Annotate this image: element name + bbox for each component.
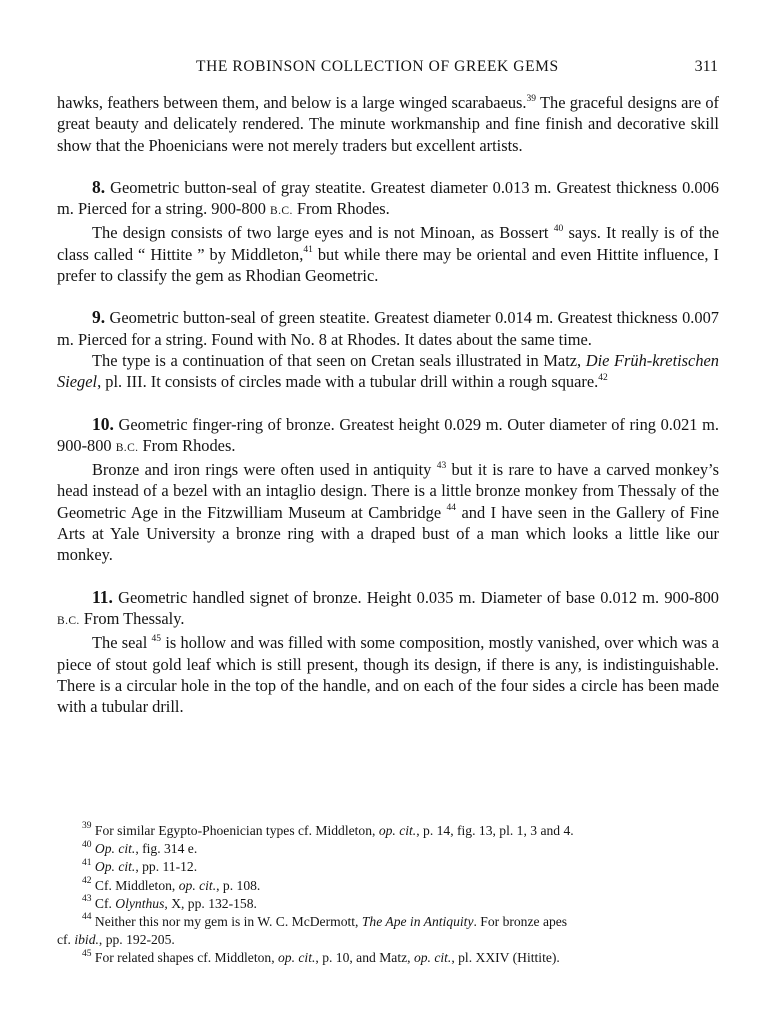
entry-8-description bbox=[57, 222, 719, 286]
text-run: , p. 10, and Matz, bbox=[315, 950, 414, 966]
entry-number: 10. bbox=[92, 413, 114, 434]
text-run: says. It really is of the class called “ Hittite ” by Middleton, bbox=[57, 223, 719, 264]
text-run: Geometric finger-ring of bronze. Greatest height 0.029 m. Outer diameter of ring 0.021 m. 900-800 bbox=[57, 414, 719, 455]
footnote-number: 44 bbox=[82, 912, 92, 923]
text-run: Die Früh-kretischen Siegel bbox=[57, 350, 719, 392]
text-run: Geometric button-seal of gray steatite. Greatest diameter 0.013 m. Greatest thickness 0.006 m. Pierced for a string. 900-800 bbox=[57, 177, 719, 219]
text-run: For similar Egypto-Phoenician types cf. Middleton, bbox=[91, 823, 379, 838]
text-run: , X, pp. 132-158. bbox=[164, 895, 257, 911]
text-run: Geometric handled signet of bronze. Height 0.035 m. Diameter of base 0.012 m. 900-800 bbox=[112, 587, 719, 607]
footnote-44-continued bbox=[57, 931, 719, 949]
text-run: From Thessaly. bbox=[79, 608, 185, 628]
footnote-ref: 43 bbox=[436, 460, 447, 471]
text-run: The type is a continuation of that seen on Cretan seals illustrated in Matz, bbox=[92, 350, 586, 370]
page-number: 311 bbox=[694, 58, 718, 75]
text-run: ibid. bbox=[74, 932, 99, 948]
text-run: Op. cit. bbox=[94, 841, 136, 857]
footnote-39 bbox=[57, 822, 719, 840]
text-run: , pp. 192-205. bbox=[98, 932, 175, 948]
text-run: The graceful designs are of great beauty and delicately rendered. The minute workmanship and fine finish and decorative skill show that the Phoenicians were not merely traders but excellent artists. bbox=[57, 93, 719, 155]
text-run: . For bronze apes bbox=[473, 914, 568, 930]
footnote-40 bbox=[57, 840, 719, 858]
text-run: Neither this nor my gem is in W. C. McDermott, bbox=[91, 914, 362, 930]
text-run: , pl. III. It consists of circles made with a tubular drill within a rough square. bbox=[97, 372, 599, 392]
footnotes bbox=[57, 822, 719, 968]
text-run: Olynthus bbox=[115, 895, 165, 911]
footnote-number: 40 bbox=[82, 839, 92, 850]
footnote-42 bbox=[57, 877, 719, 895]
text-run: Bronze and iron rings were often used in antiquity bbox=[92, 460, 437, 480]
footnote-number: 43 bbox=[82, 894, 92, 905]
text-run: Geometric button-seal of green steatite. Greatest diameter 0.014 m. Greatest thickness 0.007 m. Pierced for a string. Found with No. 8 at Rhodes. It dates about the same time. bbox=[57, 308, 719, 349]
entry-11-description bbox=[57, 632, 719, 717]
text-run: From Rhodes. bbox=[138, 435, 236, 455]
footnote-number: 42 bbox=[82, 876, 92, 887]
text-run: , p. 14, fig. 13, pl. 1, 3 and 4. bbox=[416, 823, 574, 838]
text-run: From Rhodes. bbox=[292, 199, 390, 219]
running-title: THE ROBINSON COLLECTION OF GREEK GEMS bbox=[196, 58, 559, 75]
footnote-ref: 45 bbox=[151, 633, 162, 644]
text-run: Cf. Middleton, bbox=[91, 877, 179, 893]
text-run: but it is rare to have a carved monkey’s head instead of a bezel with an intaglio design. There is a little bronze monkey from Thessaly of the Geometric Age in the Fitzwilliam Museum at Cambridge bbox=[57, 460, 719, 522]
text-run: , pl. XXIV (Hittite). bbox=[451, 950, 560, 966]
entry-number: 9. bbox=[92, 307, 106, 328]
text-run: hawks, feathers between them, and below is a large winged scarabaeus. bbox=[57, 93, 527, 112]
text-run: , p. 108. bbox=[216, 877, 261, 893]
text-run: cf. bbox=[57, 932, 75, 948]
footnote-number: 39 bbox=[82, 821, 92, 832]
text-run: op. cit. bbox=[278, 950, 316, 966]
text-run: , pp. 11-12. bbox=[135, 859, 198, 875]
footnote-number: 41 bbox=[82, 857, 92, 868]
entry-8-heading bbox=[57, 177, 719, 223]
footnote-ref: 40 bbox=[553, 224, 564, 235]
text-run: is hollow and was filled with some composition, mostly vanished, over which was a piece of stout gold leaf which is still present, though its design, if there is any, is indistinguishable. There is a circular hole in the top of the handle, and on each of the four sides a circle has been made with a tubular drill. bbox=[57, 633, 719, 717]
footnote-ref: 42 bbox=[598, 372, 608, 383]
text-run: B.C. bbox=[115, 441, 139, 454]
text-run: and I have seen in the Gallery of Fine Arts at Yale University a bronze ring with a draped bust of a man which looks a little like our monkey. bbox=[57, 502, 719, 565]
footnote-44 bbox=[57, 913, 719, 931]
text-run: The design consists of two large eyes and is not Minoan, as Bossert bbox=[92, 223, 554, 243]
entry-10-description bbox=[57, 459, 719, 565]
text-run: B.C. bbox=[270, 205, 293, 218]
footnote-number: 45 bbox=[82, 948, 92, 959]
text-run: Op. cit. bbox=[94, 859, 136, 875]
footnote-45 bbox=[57, 949, 719, 967]
text-run: B.C. bbox=[57, 614, 80, 627]
text-run: The Ape in Antiquity bbox=[361, 914, 474, 930]
text-run: op. cit. bbox=[178, 877, 217, 893]
footnote-43 bbox=[57, 895, 719, 913]
running-header bbox=[0, 58, 777, 80]
entry-9-heading bbox=[57, 307, 719, 350]
footnote-ref: 44 bbox=[446, 503, 457, 514]
entry-9-description bbox=[57, 350, 719, 393]
footnote-ref: 41 bbox=[303, 245, 313, 256]
entry-number: 11. bbox=[92, 586, 113, 607]
intro-paragraph bbox=[57, 92, 719, 156]
text-run: , fig. 314 e. bbox=[135, 841, 198, 857]
footnote-41 bbox=[57, 858, 719, 876]
text-run: op. cit. bbox=[413, 950, 452, 966]
text-run: Cf. bbox=[91, 895, 116, 911]
text-run: For related shapes cf. Middleton, bbox=[91, 950, 278, 966]
text-run: op. cit. bbox=[378, 823, 417, 838]
text-run: The seal bbox=[92, 633, 152, 653]
footnote-ref: 39 bbox=[526, 93, 537, 104]
entry-11-heading bbox=[57, 587, 719, 633]
entry-10-heading bbox=[57, 414, 719, 460]
entry-number: 8. bbox=[92, 176, 106, 197]
body-text bbox=[57, 92, 719, 717]
text-run: but while there may be oriental and even Hittite influence, I prefer to classify the gem as Rhodian Geometric. bbox=[57, 244, 719, 286]
